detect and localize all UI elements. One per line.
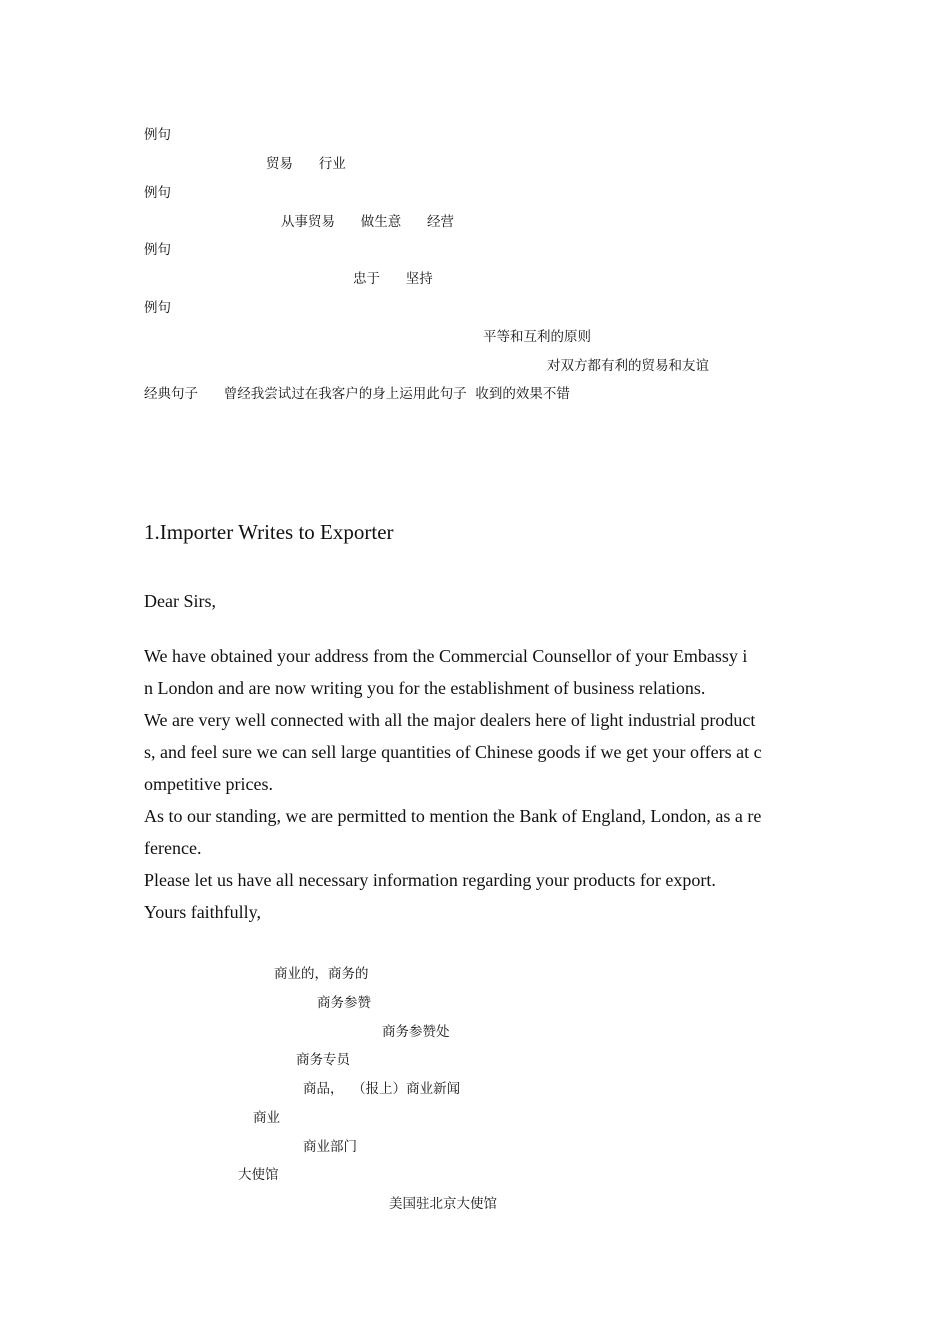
letter-greeting: Dear Sirs, <box>144 591 216 611</box>
note-trade-industry: 贸易 行业 <box>266 156 346 172</box>
note-engage-in-trade: 从事贸易 做生意 经营 <box>281 214 454 230</box>
glossary-item: 商业 <box>253 1110 280 1126</box>
letter-line: ompetitive prices. <box>144 774 273 794</box>
letter-line: Please let us have all necessary information regarding your products for export. <box>144 870 716 890</box>
note-mutually-beneficial-trade: 对双方都有利的贸易和友谊 <box>547 358 709 374</box>
glossary-item: 美国驻北京大使馆 <box>389 1196 497 1212</box>
letter-line: We are very well connected with all the major dealers here of light industrial product <box>144 710 756 730</box>
note-adhere: 忠于 坚持 <box>353 271 433 287</box>
glossary-item: 商品， （报上）商业新闻 <box>303 1081 461 1097</box>
letter-closing: Yours faithfully, <box>144 902 262 922</box>
glossary-item: 商务参赞处 <box>382 1024 450 1040</box>
note-equality-mutual-benefit: 平等和互利的原则 <box>483 329 591 345</box>
glossary-item: 大使馆 <box>238 1167 279 1183</box>
letter-line: n London and are now writing you for the establishment of business relations. <box>144 678 706 698</box>
classic-sentence-note: 经典句子 曾经我尝试过在我客户的身上运用此句子 收到的效果不错 <box>144 386 570 402</box>
glossary-item: 商业的，商务的 <box>274 966 369 982</box>
section-title: 1.Importer Writes to Exporter <box>144 520 394 544</box>
glossary-item: 商务专员 <box>296 1052 350 1068</box>
glossary-item: 商业部门 <box>303 1139 357 1155</box>
example-label: 例句 <box>144 300 171 316</box>
example-label: 例句 <box>144 127 171 143</box>
glossary-item: 商务参赞 <box>317 995 371 1011</box>
letter-line: As to our standing, we are permitted to mention the Bank of England, London, as a re <box>144 806 762 826</box>
example-label: 例句 <box>144 242 171 258</box>
letter-line: s, and feel sure we can sell large quantities of Chinese goods if we get your offers at c <box>144 742 762 762</box>
letter-line: We have obtained your address from the Commercial Counsellor of your Embassy i <box>144 646 748 666</box>
letter-line: ference. <box>144 838 202 858</box>
example-label: 例句 <box>144 185 171 201</box>
